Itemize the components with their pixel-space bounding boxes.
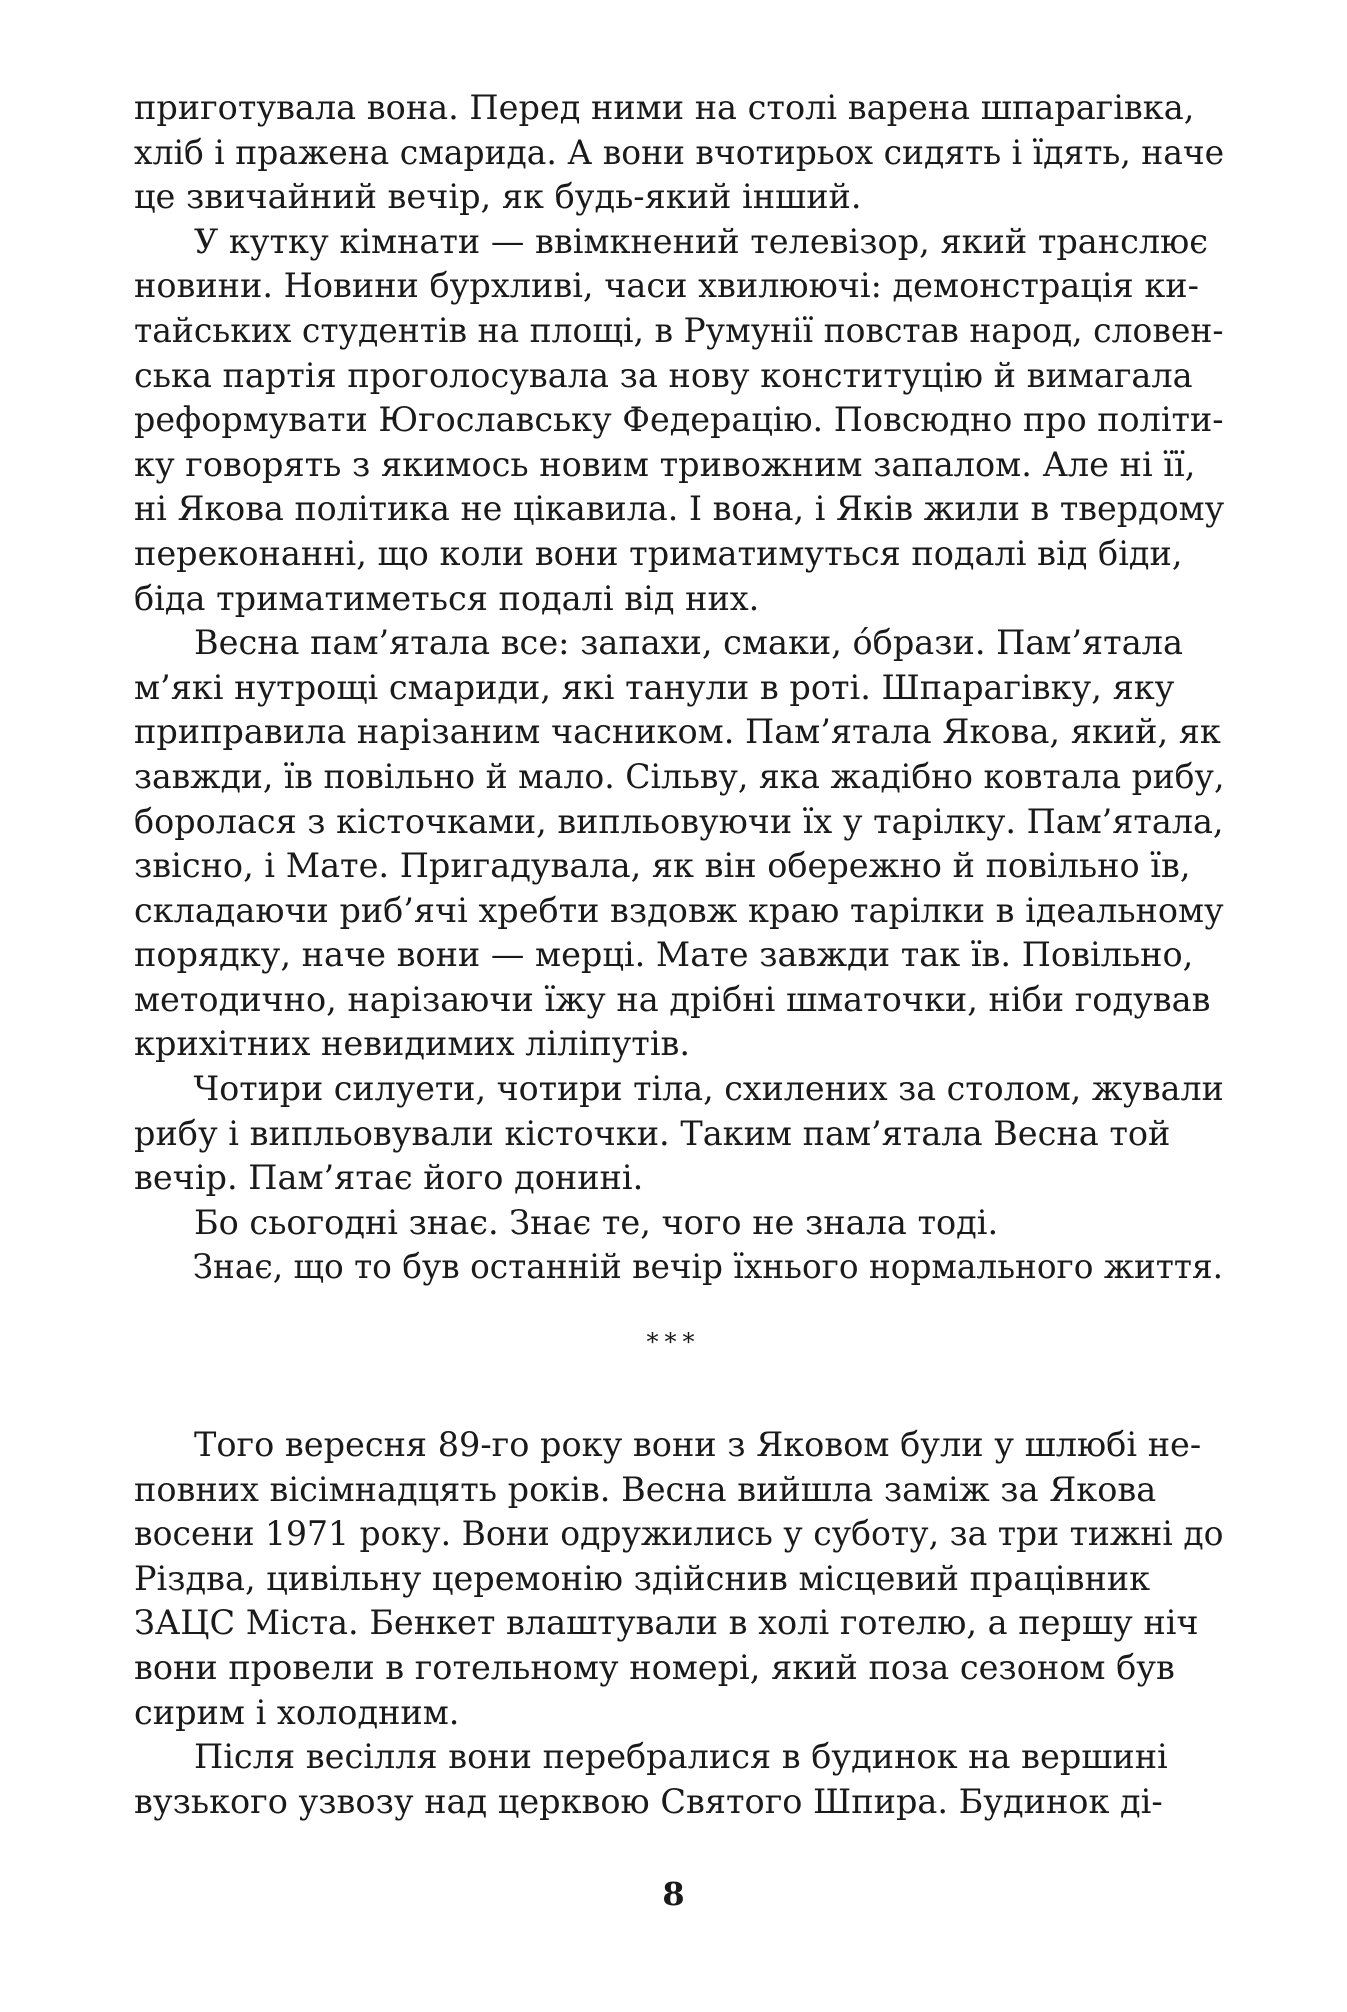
text-line: крихітних невидимих ліліпутів. — [134, 1024, 691, 1064]
text-line: хліб і пражена смарида. А вони вчотирьох сидять і їдять, наче — [134, 132, 1225, 172]
text-line: м’які нутрощі смариди, які танули в роті. Шпарагівку, яку — [134, 667, 1175, 707]
text-line: рибу і випльовували кісточки. Таким пам’ятала Весна той — [134, 1113, 1171, 1153]
page-number: 8 — [662, 1875, 685, 1913]
text-line: ЗАЦС Міста. Бенкет влаштували в холі готелю, а першу ніч — [134, 1603, 1199, 1643]
text-line: новини. Новини бурхливі, часи хвилюючі: демонстрація ки- — [134, 266, 1199, 306]
text-line: вони провели в готельному номері, який поза сезоном був — [134, 1647, 1175, 1687]
section-separator: *** — [646, 1328, 701, 1356]
text-block-lower — [134, 1423, 1224, 1824]
text-line: ні Якова політика не цікавила. І вона, і Яків жили в твердому — [134, 489, 1225, 529]
text-line: сирим і холодним. — [134, 1692, 460, 1732]
text-line: вузького узвозу над церквою Святого Шпира. Будинок ді- — [134, 1781, 1163, 1821]
text-line: завжди, їв повільно й мало. Сільву, яка жадібно ковтала рибу, — [134, 756, 1225, 796]
text-line: звісно, і Мате. Пригадувала, як він обережно й повільно їв, — [134, 846, 1191, 886]
text-line: це звичайний вечір, як будь-який інший. — [134, 177, 862, 217]
text-line: приправила нарізаним часником. Пам’ятала Якова, який, як — [134, 712, 1221, 752]
text-line: Після весілля вони перебралися в будинок на вершині — [194, 1737, 1168, 1777]
text-line: У кутку кімнати — ввімкнений телевізор, який транслює — [194, 221, 1209, 261]
text-line: порядку, наче вони — мерці. Мате завжди так їв. Повільно, — [134, 935, 1194, 975]
text-line: методично, нарізаючи їжу на дрібні шматочки, ніби годував — [134, 979, 1211, 1019]
text-line: ська партія проголосувала за нову конституцію й вимагала — [134, 355, 1193, 395]
text-line: Знає, що то був останній вечір їхнього нормального життя. — [192, 1247, 1224, 1287]
text-line: приготувала вона. Перед ними на столі варена шпарагівка, — [134, 88, 1195, 127]
text-line: вечір. Пам’ятає його донині. — [134, 1158, 644, 1198]
text-line: переконанні, що коли вони триматимуться подалі від біди, — [134, 533, 1183, 573]
text-line: Весна пам’ятала все: запахи, смаки, óбрази. Пам’ятала — [194, 623, 1183, 663]
text-block-upper — [134, 86, 1224, 1290]
text-line: біда триматиметься подалі від них. — [134, 578, 760, 618]
text-line: складаючи риб’ячі хребти вздовж краю тарілки в ідеальному — [134, 890, 1224, 930]
text-line: восени 1971 року. Вони одружились у суботу, за три тижні до — [134, 1514, 1224, 1554]
text-line: ку говорять з якимось новим тривожним запалом. Але ні її, — [134, 444, 1196, 484]
text-line: Того вересня 89-го року вони з Яковом були у шлюбі не- — [194, 1425, 1202, 1464]
text-line: тайських студентів на площі, в Румунії повстав народ, словен- — [134, 310, 1224, 350]
text-line: реформувати Югославську Федерацію. Повсюдно про політи- — [134, 400, 1224, 440]
text-line: Чотири силуети, чотири тіла, схилених за столом, жували — [193, 1069, 1224, 1109]
text-line: Різдва, цивільну церемонію здійснив місцевий працівник — [134, 1558, 1151, 1598]
text-line: Бо сьогодні знає. Знає те, чого не знала тоді. — [194, 1202, 999, 1242]
text-line: повних вісімнадцять років. Весна вийшла заміж за Якова — [134, 1469, 1157, 1509]
text-line: боролася з кісточками, випльовуючи їх у тарілку. Пам’ятала, — [134, 801, 1224, 841]
